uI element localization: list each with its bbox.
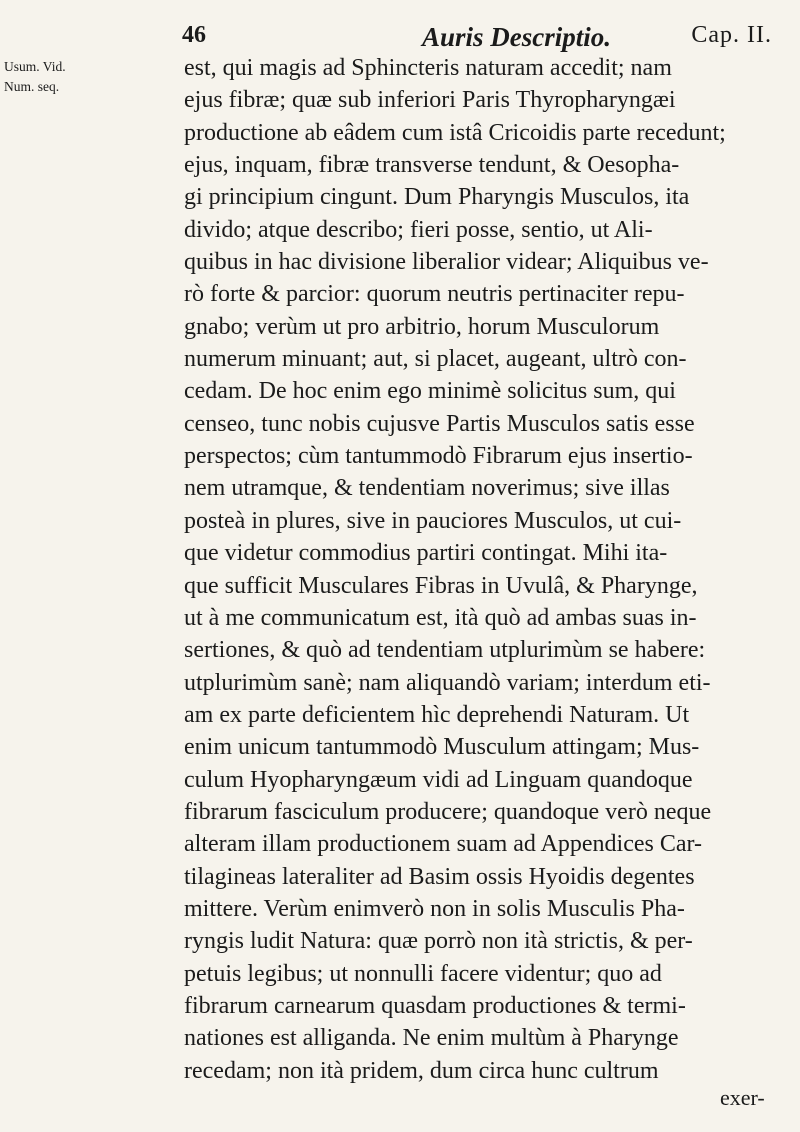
text-line: fibrarum fasciculum producere; quandoque verò neque <box>184 798 712 825</box>
chapter-label: Cap. II. <box>691 22 772 48</box>
page-number: 46 <box>182 22 206 48</box>
text-line: censeo, tunc nobis cujusve Partis Musculos satis esse <box>184 410 695 437</box>
text-line: ut à me communicatum est, ità quò ad ambas suas in- <box>184 604 697 631</box>
text-line: fibrarum carnearum quasdam productiones & termi- <box>184 992 686 1019</box>
text-line: ryngis ludit Natura: quæ porrò non ità strictis, & per- <box>184 928 693 955</box>
text-line: tilagineas lateraliter ad Basim ossis Hyoidis degentes <box>184 863 695 890</box>
text-line: am ex parte deficientem hìc deprehendi Naturam. Ut <box>184 701 690 728</box>
text-line: ejus fibræ; quæ sub inferiori Paris Thyropharyngæi <box>184 87 676 114</box>
text-line: est, qui magis ad Sphincteris naturam accedit; nam <box>184 55 672 81</box>
catchword: exer- <box>720 1085 765 1110</box>
text-line: mittere. Verùm enimverò non in solis Musculis Pha- <box>184 895 685 922</box>
text-line: sertiones, & quò ad tendentiam utplurimùm se habere: <box>184 637 706 664</box>
running-title: Auris Descriptio. <box>422 22 612 52</box>
margin-note <box>4 57 94 97</box>
text-line: nem utramque, & tendentiam noverimus; sive illas <box>184 475 670 502</box>
text-line: numerum minuant; aut, si placet, augeant, ultrò con- <box>184 346 687 373</box>
text-line: quibus in hac divisione liberalior videar; Aliquibus ve- <box>184 249 709 276</box>
text-line: divido; atque describo; fieri posse, sentio, ut Ali- <box>184 216 653 243</box>
text-line: rò forte & parcior: quorum neutris pertinaciter repu- <box>184 281 685 308</box>
text-line: recedam; non ità pridem, dum circa hunc cultrum <box>184 1057 659 1084</box>
text-line: gi principium cingunt. Dum Pharyngis Musculos, ita <box>184 184 690 211</box>
text-line: que videtur commodius partiri contingat. Mihi ita- <box>184 540 668 567</box>
text-line: alteram illam productionem suam ad Appendices Car- <box>184 831 703 858</box>
text-line: culum Hyopharyngæum vidi ad Linguam quandoque <box>184 766 693 793</box>
page-header <box>182 20 772 56</box>
text-line: perspectos; cùm tantummodò Fibrarum ejus insertio- <box>184 443 693 470</box>
margin-note-line: Num. seq. <box>4 79 60 94</box>
text-line: ejus, inquam, fibræ transverse tendunt, & Oesopha- <box>184 152 680 179</box>
text-line: que sufficit Musculares Fibras in Uvulâ, & Pharynge, <box>184 572 698 599</box>
text-line: cedam. De hoc enim ego minimè solicitus sum, qui <box>184 378 676 405</box>
body-text <box>184 52 772 1087</box>
text-line: productione ab eâdem cum istâ Cricoidis parte recedunt; <box>184 119 726 146</box>
text-line: posteà in plures, sive in pauciores Musculos, ut cui- <box>184 507 682 534</box>
margin-note-line: Usum. Vid. <box>4 59 66 74</box>
text-line: gnabo; verùm ut pro arbitrio, horum Musculorum <box>184 313 660 340</box>
text-line: petuis legibus; ut nonnulli facere videntur; quo ad <box>184 960 662 987</box>
text-line: nationes est alliganda. Ne enim multùm à Pharynge <box>184 1025 679 1052</box>
text-line: utplurimùm sanè; nam aliquandò variam; interdum eti- <box>184 669 711 696</box>
text-line: enim unicum tantummodò Musculum attingam; Mus- <box>184 734 700 761</box>
